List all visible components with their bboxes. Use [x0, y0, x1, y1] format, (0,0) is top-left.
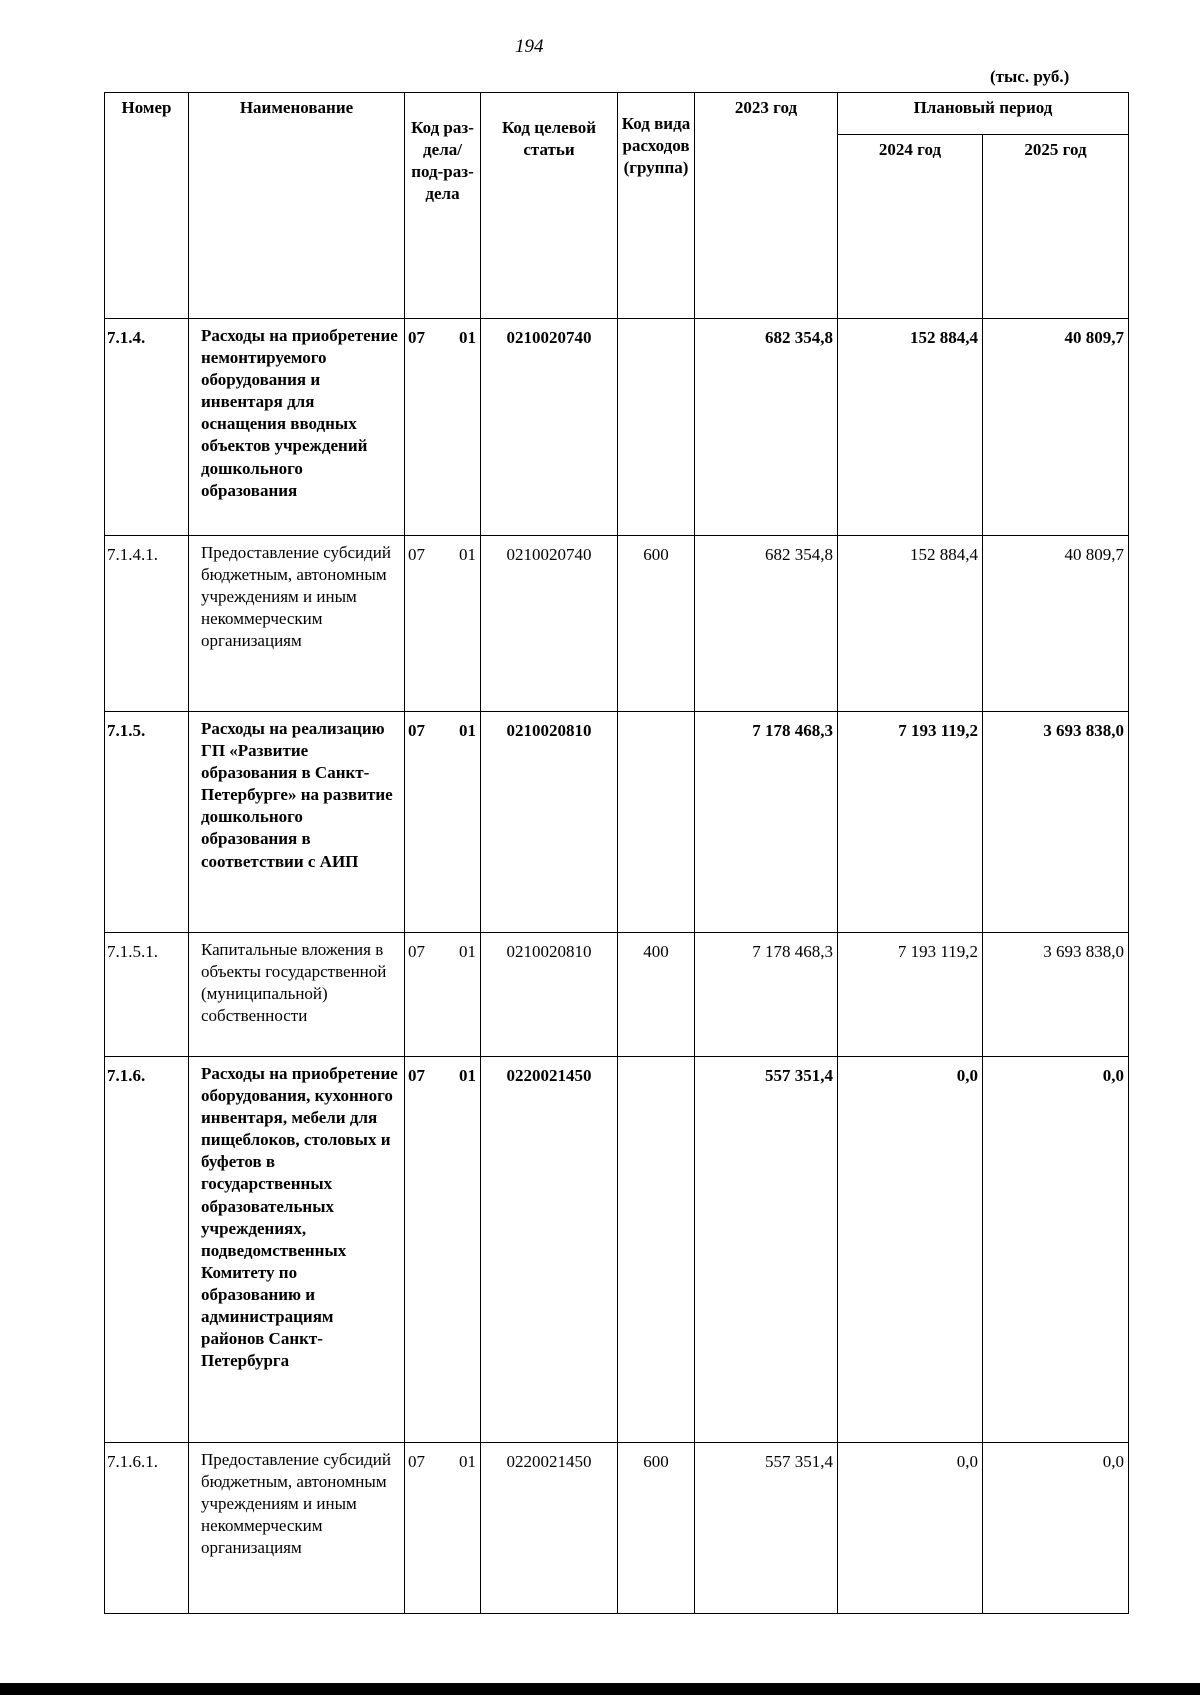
- row-amount-2024: 152 884,4: [838, 536, 983, 712]
- row-amount-2023: 557 351,4: [695, 1443, 838, 1614]
- row-amount-2025: 3 693 838,0: [983, 933, 1129, 1057]
- row-amount-2025: 40 809,7: [983, 319, 1129, 536]
- row-number: 7.1.4.1.: [105, 536, 189, 712]
- row-expense-type: 600: [618, 1443, 695, 1614]
- section-code: 07: [408, 1066, 425, 1085]
- table-row: [105, 1443, 1129, 1614]
- subsection-code: 01: [459, 721, 476, 740]
- row-number: 7.1.6.1.: [105, 1443, 189, 1614]
- table-row: [105, 536, 1129, 712]
- row-name: Предоставление субсидий бюджетным, автономным учреждениям и иным некоммерческим организациям: [189, 1443, 405, 1614]
- row-expense-type: 600: [618, 536, 695, 712]
- row-section: [405, 319, 481, 536]
- section-code: 07: [408, 1452, 425, 1471]
- row-article: 0210020740: [481, 536, 618, 712]
- header-expense-type: Код вида расходов (группа): [618, 93, 695, 319]
- row-amount-2023: 7 178 468,3: [695, 933, 838, 1057]
- table-row: [105, 712, 1129, 933]
- row-amount-2023: 682 354,8: [695, 319, 838, 536]
- header-article: Код целевой статьи: [481, 93, 618, 319]
- header-section: Код раз-дела/ под-раз-дела: [405, 93, 481, 319]
- section-code: 07: [408, 328, 425, 347]
- subsection-code: 01: [459, 1452, 476, 1471]
- table-row: [105, 319, 1129, 536]
- row-amount-2025: 0,0: [983, 1443, 1129, 1614]
- row-number: 7.1.5.: [105, 712, 189, 933]
- row-article: 0210020740: [481, 319, 618, 536]
- row-name: Расходы на реализацию ГП «Развитие образования в Санкт-Петербурге» на развитие дошкольного образования в соответствии с АИП: [189, 712, 405, 933]
- subsection-code: 01: [459, 1066, 476, 1085]
- row-amount-2023: 557 351,4: [695, 1057, 838, 1443]
- header-2024: 2024 год: [838, 135, 983, 319]
- row-amount-2023: 682 354,8: [695, 536, 838, 712]
- header-name: Наименование: [189, 93, 405, 319]
- row-section: [405, 536, 481, 712]
- budget-table: [104, 92, 1129, 1614]
- row-article: 0220021450: [481, 1057, 618, 1443]
- header-number: Номер: [105, 93, 189, 319]
- subsection-code: 01: [459, 942, 476, 961]
- row-article: 0210020810: [481, 933, 618, 1057]
- subsection-code: 01: [459, 545, 476, 564]
- table-header-row: [105, 93, 1129, 135]
- row-amount-2024: 7 193 119,2: [838, 712, 983, 933]
- scan-bottom-edge: [0, 1683, 1200, 1695]
- section-code: 07: [408, 942, 425, 961]
- row-amount-2024: 7 193 119,2: [838, 933, 983, 1057]
- subsection-code: 01: [459, 328, 476, 347]
- section-code: 07: [408, 721, 425, 740]
- row-number: 7.1.4.: [105, 319, 189, 536]
- row-amount-2024: 0,0: [838, 1057, 983, 1443]
- row-number: 7.1.6.: [105, 1057, 189, 1443]
- row-amount-2025: 40 809,7: [983, 536, 1129, 712]
- row-article: 0210020810: [481, 712, 618, 933]
- row-section: [405, 1443, 481, 1614]
- table-row: [105, 1057, 1129, 1443]
- row-article: 0220021450: [481, 1443, 618, 1614]
- row-expense-type: [618, 712, 695, 933]
- header-2023: 2023 год: [695, 93, 838, 319]
- row-amount-2024: 0,0: [838, 1443, 983, 1614]
- row-section: [405, 712, 481, 933]
- row-amount-2023: 7 178 468,3: [695, 712, 838, 933]
- row-number: 7.1.5.1.: [105, 933, 189, 1057]
- row-expense-type: [618, 1057, 695, 1443]
- row-name: Капитальные вложения в объекты государственной (муниципальной) собственности: [189, 933, 405, 1057]
- units-label: (тыс. руб.): [990, 67, 1070, 86]
- row-amount-2025: 0,0: [983, 1057, 1129, 1443]
- row-section: [405, 933, 481, 1057]
- section-code: 07: [408, 545, 425, 564]
- row-amount-2025: 3 693 838,0: [983, 712, 1129, 933]
- row-section: [405, 1057, 481, 1443]
- row-name: Предоставление субсидий бюджетным, автономным учреждениям и иным некоммерческим организациям: [189, 536, 405, 712]
- page-number: 194: [515, 36, 544, 57]
- row-expense-type: 400: [618, 933, 695, 1057]
- header-planning-period: Плановый период: [838, 93, 1129, 135]
- row-name: Расходы на приобретение немонтируемого оборудования и инвентаря для оснащения вводных объектов учреждений дошкольного образования: [189, 319, 405, 536]
- table-row: [105, 933, 1129, 1057]
- row-expense-type: [618, 319, 695, 536]
- header-2025: 2025 год: [983, 135, 1129, 319]
- row-name: Расходы на приобретение оборудования, кухонного инвентаря, мебели для пищеблоков, столовых и буфетов в государственных образовательных учреждениях, подведомственных Комитету по образованию и администрациям районов Санкт-Петербурга: [189, 1057, 405, 1443]
- row-amount-2024: 152 884,4: [838, 319, 983, 536]
